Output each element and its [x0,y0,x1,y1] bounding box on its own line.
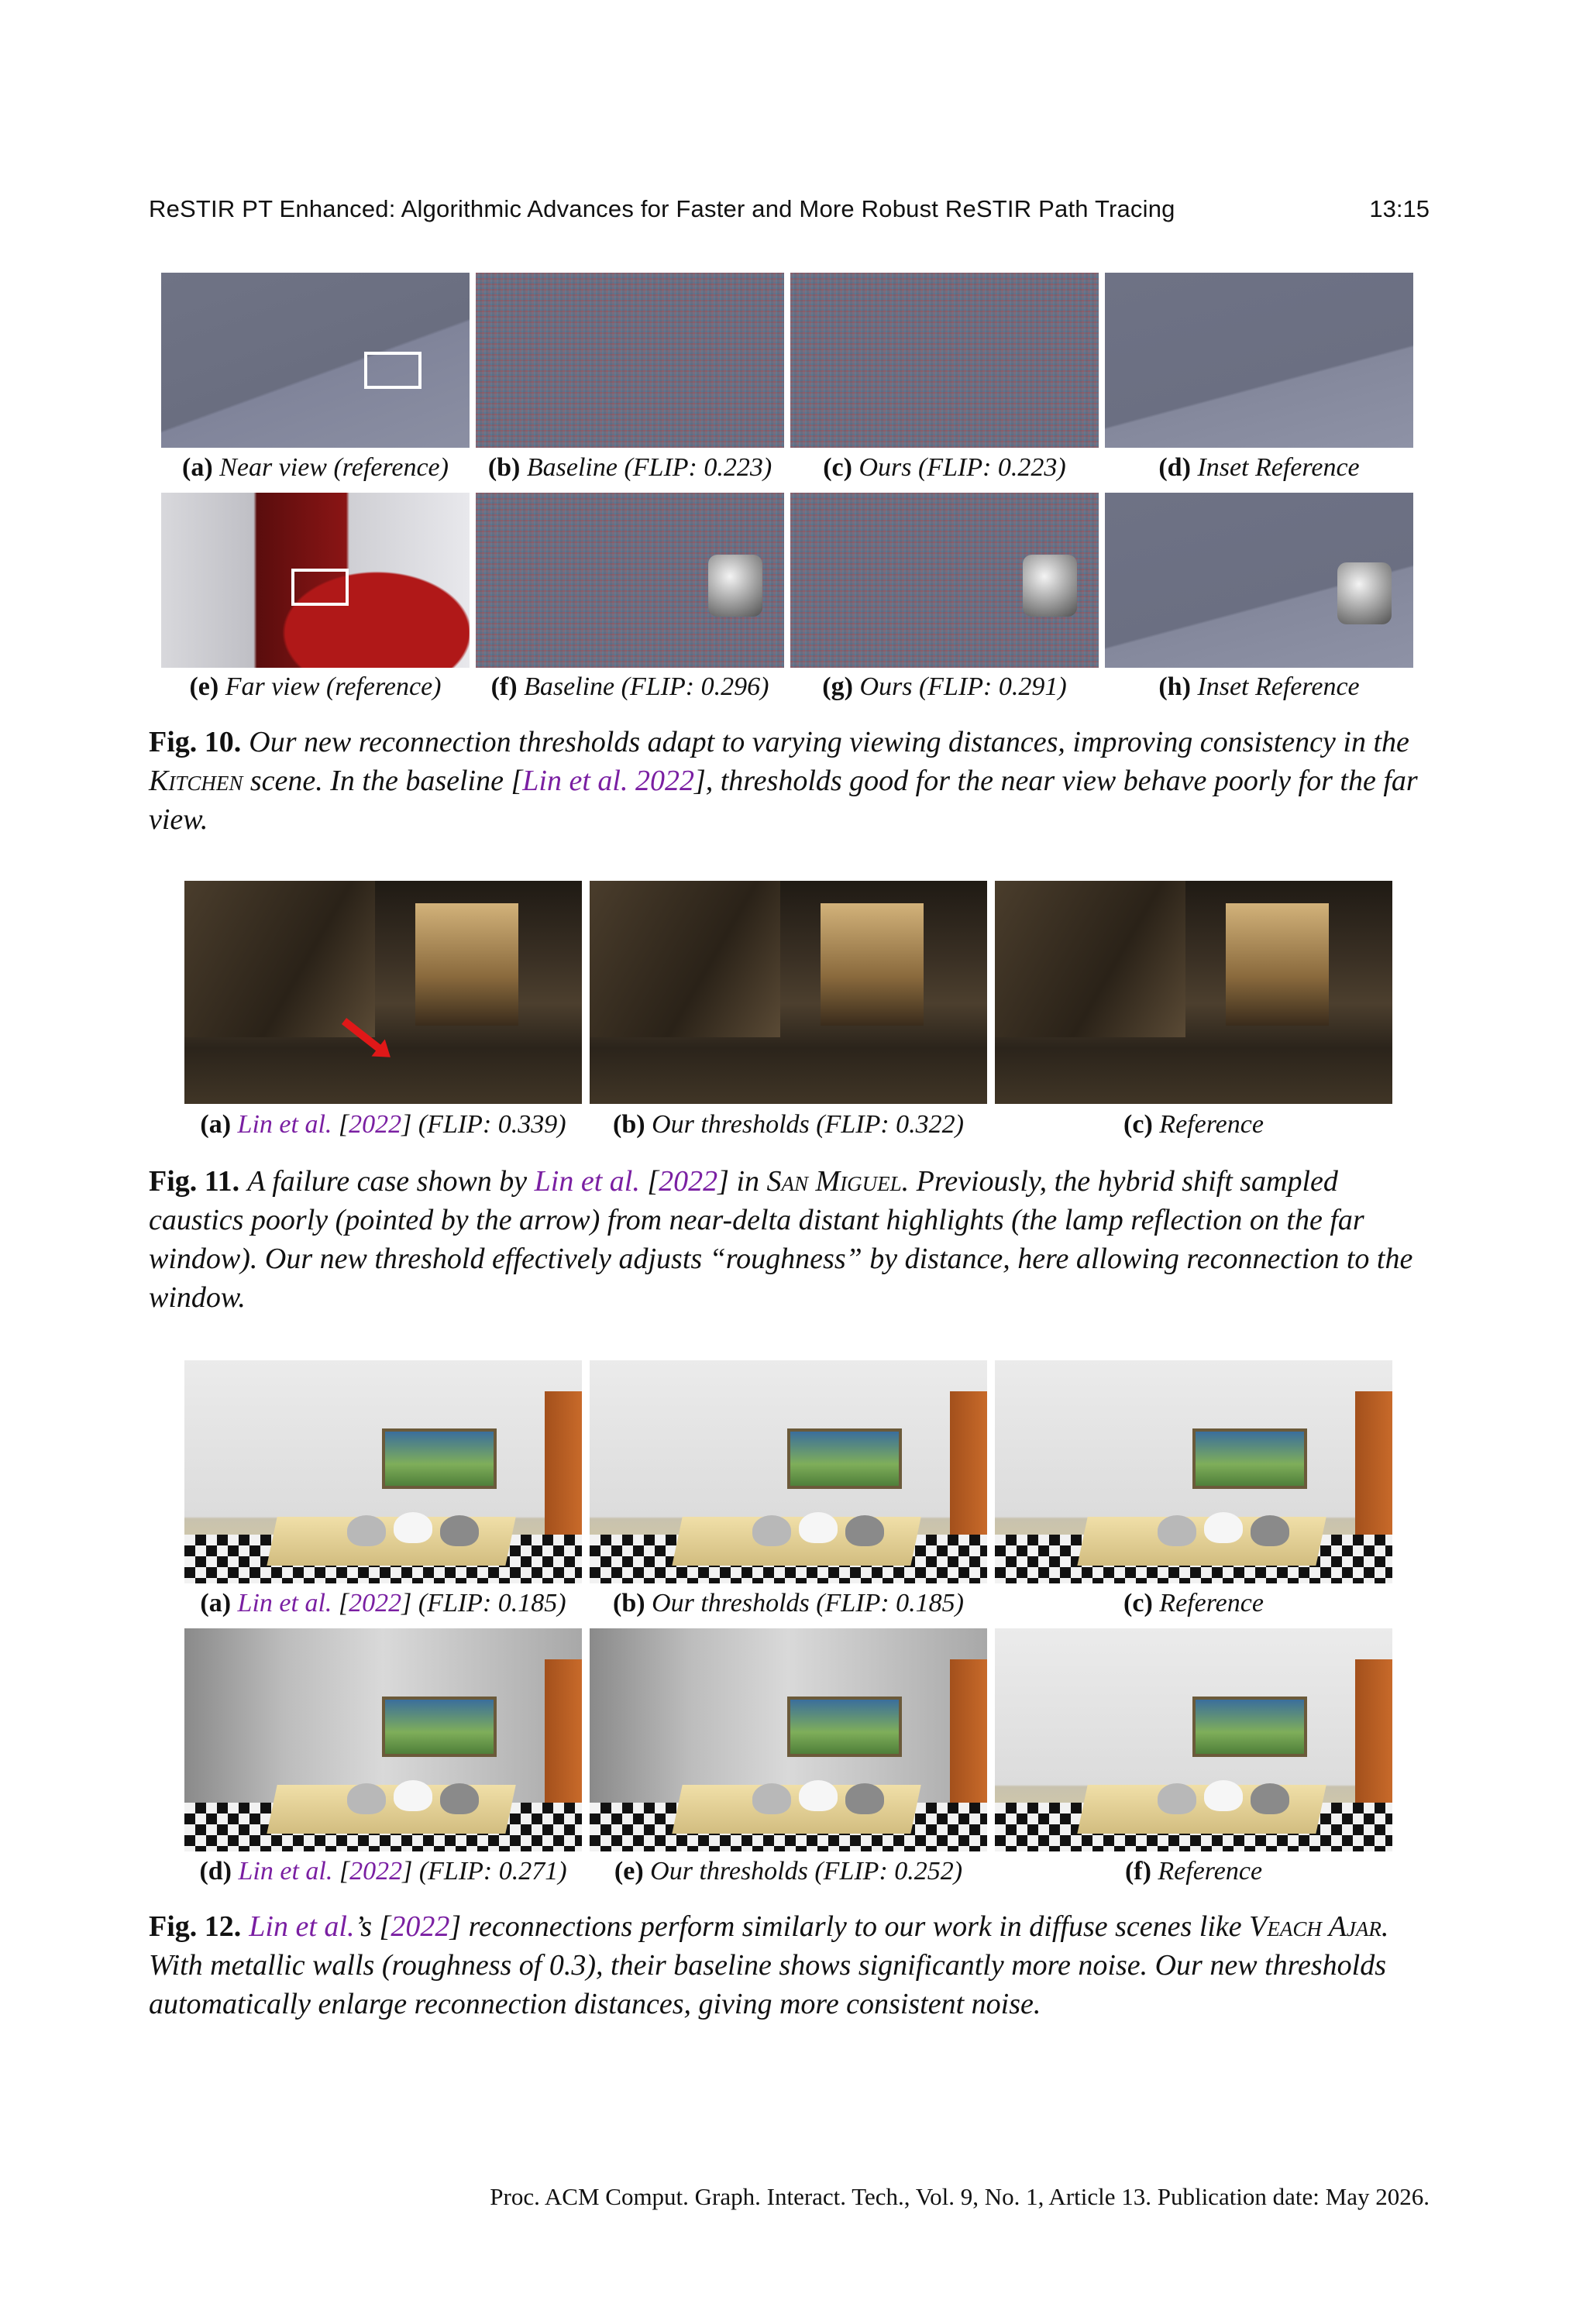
citation-year-link[interactable]: 2022 [349,1110,402,1139]
fig10-caption-d: (d) Inset Reference [1158,453,1360,482]
citation-year-link[interactable]: 2022 [349,1589,402,1618]
fig10-caption-b: (b) Baseline (FLIP: 0.223) [487,453,772,482]
fig12-caption-f: (f) Reference [1124,1857,1263,1886]
fig10-image-c [790,273,1099,448]
fig10-image-d [1105,273,1413,448]
fig11-image-b [590,881,987,1104]
pot-shape [1023,555,1077,617]
fig12-image-c [995,1360,1392,1583]
fig11-caption-c: (c) Reference [1123,1110,1264,1139]
fig12-caption: Fig. 12. Lin et al.’s [2022] reconnections perform similarly to our work in diffuse scenes like Veach Ajar. With metallic walls (roughness of 0.3), their baseline shows significantly more noise. Our new thresholds automatically enlarge reconnection distances, giving more consistent noise. [149,1910,1389,2020]
citation-link[interactable]: Lin et al. [237,1110,332,1139]
fig11-caption: Fig. 11. A failure case shown by Lin et al. [2022] in San Miguel. Previously, the hybrid shift sampled caustics poorly (pointed by the arrow) from near-delta distant highlights (the lamp reflection on the far window). Our new threshold effectively adjusts “roughness” by distance, here allowing reconnection to the window. [149,1165,1413,1314]
fig10-caption-g: (g) Ours (FLIP: 0.291) [822,672,1067,701]
fig10-caption-a: (a) Near view (reference) [182,453,449,482]
fig11-image-c [995,881,1392,1104]
fig11-caption-b: (b) Our thresholds (FLIP: 0.322) [613,1110,964,1139]
fig12-caption-b: (b) Our thresholds (FLIP: 0.185) [613,1589,964,1618]
fig10-caption-c: (c) Ours (FLIP: 0.223) [823,453,1066,482]
fig11-caption-a: (a) Lin et al. [2022] (FLIP: 0.339) [200,1110,566,1139]
citation-link[interactable]: Lin et al. [237,1589,332,1618]
running-header-title: ReSTIR PT Enhanced: Algorithmic Advances for Faster and More Robust ReSTIR Path Tracing [149,195,1175,222]
fig11-image-a [184,881,582,1104]
fig10-image-e [161,493,470,668]
page-footer: Proc. ACM Comput. Graph. Interact. Tech., Vol. 9, No. 1, Article 13. Publication date: May 2026. [490,2183,1430,2210]
fig12-image-b [590,1360,987,1583]
fig12-image-d [184,1628,582,1851]
fig12-caption-d: (d) Lin et al. [2022] (FLIP: 0.271) [199,1857,567,1886]
fig12-caption-c: (c) Reference [1123,1589,1264,1618]
fig12-image-f [995,1628,1392,1851]
fig10-image-a [161,273,470,448]
fig12-caption-e: (e) Our thresholds (FLIP: 0.252) [614,1857,963,1886]
citation-link[interactable]: Lin et al. [249,1910,355,1943]
fig12-image-a [184,1360,582,1583]
pot-shape [1337,562,1392,624]
fig10-image-f [476,493,784,668]
pot-shape [708,555,762,617]
fig10-image-b [476,273,784,448]
fig10-caption-h: (h) Inset Reference [1158,672,1360,701]
citation-link[interactable]: Lin et al. [534,1165,640,1198]
citation-link[interactable]: Lin et al. [238,1857,333,1886]
citation-year-link[interactable]: 2022 [391,1910,450,1943]
fig12-caption-a: (a) Lin et al. [2022] (FLIP: 0.185) [200,1589,566,1618]
fig10-caption: Fig. 10. Our new reconnection thresholds adapt to varying viewing distances, improving consistency in the Kitchen scene. In the baseline [Lin et al. 2022], thresholds good for the near view behave poorly for the far view. [149,726,1418,836]
fig10-caption-f: (f) Baseline (FLIP: 0.296) [490,672,769,701]
page-number: 13:15 [1369,195,1430,222]
fig10-caption-e: (e) Far view (reference) [189,672,442,701]
inset-marker [291,569,349,606]
inset-marker [364,352,421,389]
fig10-image-g [790,493,1099,668]
fig10-image-h [1105,493,1413,668]
citation-year-link[interactable]: 2022 [349,1857,403,1886]
fig12-image-e [590,1628,987,1851]
citation-year-link[interactable]: 2022 [659,1165,718,1198]
citation-link[interactable]: Lin et al. 2022 [522,765,694,797]
